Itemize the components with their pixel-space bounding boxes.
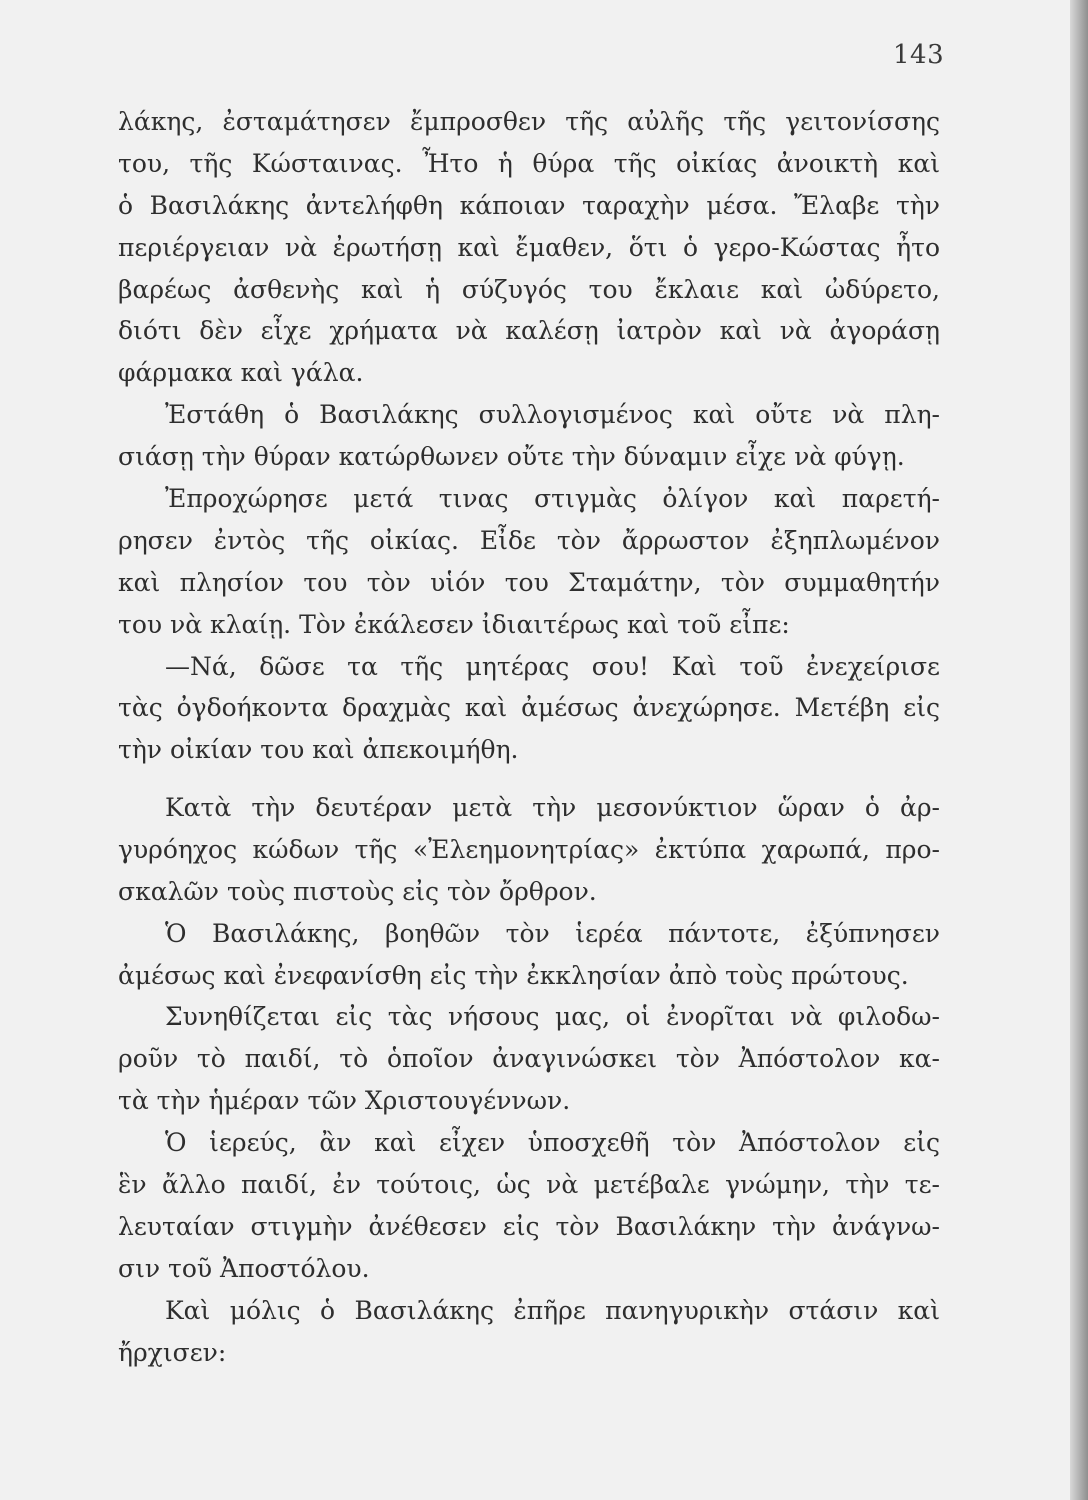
text-line: γυρόηχος κώδων τῆς «Ἐλεημονητρίας» ἐκτύπα χαρωπά, προ- [118, 834, 940, 864]
text-line: περιέργειαν νὰ ἐρωτήσῃ καὶ ἔμαθεν, ὅτι ὁ γερο-Κώστας ἦτο [118, 232, 940, 262]
page-number: 143 [893, 40, 945, 70]
text-line: ἀμέσως καὶ ἐνεφανίσθη εἰς τὴν ἐκκλησίαν ἀπὸ τοὺς πρώτους. [118, 960, 909, 990]
text-line: —Νά, δῶσε τα τῆς μητέρας σου! Καὶ τοῦ ἐνεχείρισε [165, 651, 940, 681]
text-line: διότι δὲν εἶχε χρήματα νὰ καλέσῃ ἰατρὸν καὶ νὰ ἀγοράσῃ [118, 316, 940, 346]
text-line: ρησεν ἐντὸς τῆς οἰκίας. Εἶδε τὸν ἄρρωστον ἐξηπλωμένον [118, 525, 940, 555]
text-line: Καὶ μόλις ὁ Βασιλάκης ἐπῆρε πανηγυρικὴν στάσιν καὶ [165, 1295, 940, 1325]
text-line: σιν τοῦ Ἀποστόλου. [118, 1253, 370, 1283]
text-line: Συνηθίζεται εἰς τὰς νήσους μας, οἱ ἐνορῖται νὰ φιλοδω- [165, 1002, 940, 1032]
text-line: φάρμακα καὶ γάλα. [118, 358, 364, 388]
text-line: ὁ Βασιλάκης ἀντελήφθη κάποιαν ταραχὴν μέσα. Ἔλαβε τὴν [118, 190, 940, 220]
text-line: Ὁ ἱερεύς, ἂν καὶ εἶχεν ὑποσχεθῆ τὸν Ἀπόστολον εἰς [165, 1128, 940, 1158]
text-line: Ἐπροχώρησε μετά τινας στιγμὰς ὀλίγον καὶ παρετή- [165, 484, 940, 514]
text-line: τὰς ὀγδοήκοντα δραχμὰς καὶ ἀμέσως ἀνεχώρησε. Μετέβη εἰς [118, 693, 940, 723]
text-line: τὰ τὴν ἡμέραν τῶν Χριστουγέννων. [118, 1086, 571, 1116]
text-line: ροῦν τὸ παιδί, τὸ ὁποῖον ἀναγινώσκει τὸν Ἀπόστολον κα- [118, 1044, 940, 1074]
text-section-2 [118, 787, 940, 1373]
text-line: τὴν οἰκίαν του καὶ ἀπεκοιμήθη. [118, 735, 519, 765]
text-line: λάκης, ἐσταμάτησεν ἔμπροσθεν τῆς αὐλῆς τῆς γειτονίσσης [118, 107, 940, 136]
text-line: ἤρχισεν: [118, 1337, 227, 1367]
text-line: σκαλῶν τοὺς πιστοὺς εἰς τὸν ὄρθρον. [118, 876, 597, 906]
text-line: Ἐστάθη ὁ Βασιλάκης συλλογισμένος καὶ οὔτε νὰ πλη- [165, 400, 940, 430]
text-line: του, τῆς Κώσταινας. Ἦτο ἡ θύρα τῆς οἰκίας ἀνοικτὴ καὶ [118, 148, 940, 178]
text-line: Κατὰ τὴν δευτέραν μετὰ τὴν μεσονύκτιον ὥραν ὁ ἀρ- [165, 793, 940, 822]
page-binding-edge [1070, 0, 1088, 1500]
text-line: του νὰ κλαίῃ. Τὸν ἐκάλεσεν ἰδιαιτέρως καὶ τοῦ εἶπε: [118, 609, 790, 639]
text-line: ἓν ἄλλο παιδί, ἐν τούτοις, ὡς νὰ μετέβαλε γνώμην, τὴν τε- [118, 1170, 940, 1200]
text-line: λευταίαν στιγμὴν ἀνέθεσεν εἰς τὸν Βασιλάκην τὴν ἀνάγνω- [118, 1211, 940, 1241]
text-line: βαρέως ἀσθενὴς καὶ ἡ σύζυγός του ἔκλαιε καὶ ὠδύρετο, [118, 274, 940, 304]
text-line: σιάσῃ τὴν θύραν κατώρθωνεν οὔτε τὴν δύναμιν εἶχε νὰ φύγῃ. [118, 442, 905, 472]
text-section-1 [118, 101, 940, 771]
text-line: καὶ πλησίον του τὸν υἱόν του Σταμάτην, τὸν συμμαθητήν [118, 567, 940, 597]
text-line: Ὁ Βασιλάκης, βοηθῶν τὸν ἱερέα πάντοτε, ἐξύπνησεν [165, 918, 940, 948]
